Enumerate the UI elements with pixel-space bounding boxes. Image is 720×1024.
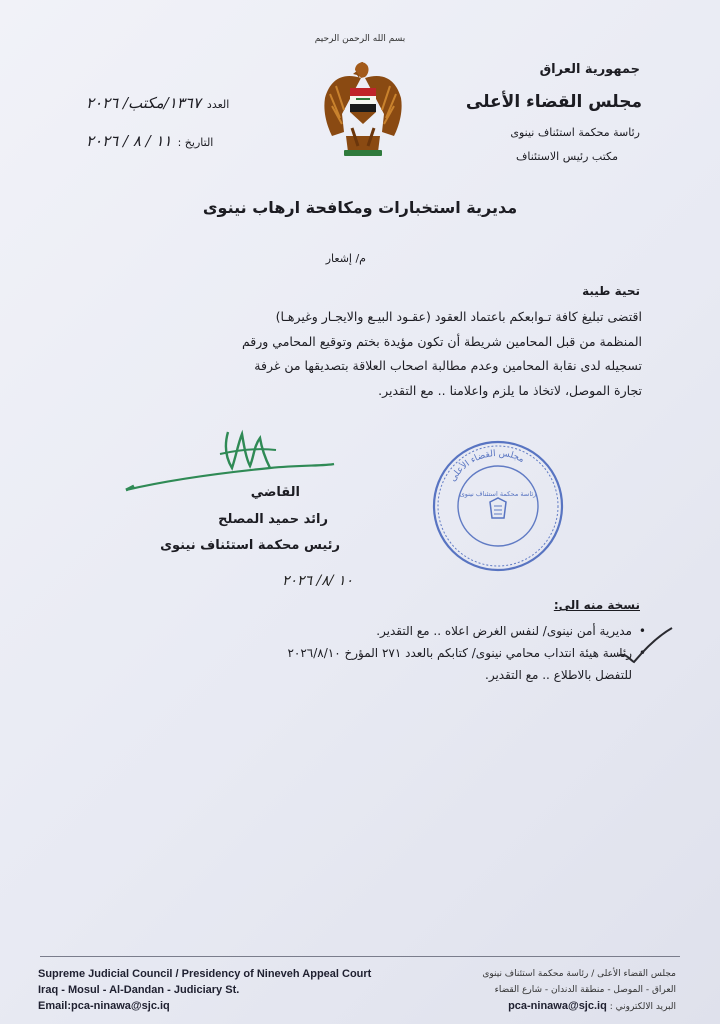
official-seal-icon (430, 438, 566, 574)
handwritten-signature (120, 428, 340, 498)
subject-line: م/ إشعار (325, 252, 366, 265)
footer-en-line: Iraq - Mosul - Al-Dandan - Judiciary St. (38, 984, 240, 996)
body-line: تسجيله لدى نقابة المحامين وعدم مطالبة اصحاب العلاقة بتصديقها من غرفة (254, 358, 642, 373)
footer-en-line: Supreme Judicial Council / Presidency of Nineveh Appeal Court (38, 968, 372, 980)
letter-body (74, 305, 642, 403)
copy-item (46, 620, 646, 642)
reference-number-row (86, 94, 229, 112)
copy-item (46, 642, 646, 664)
copy-recipient-continuation: للتفضل بالاطلاع .. مع التقدير. (485, 668, 632, 682)
footer-english (38, 966, 418, 1014)
signature-date: ١٠ /٨/ ٢٠٢٦ (282, 573, 353, 589)
copy-recipient: رئاسة هيئة انتداب محامي نينوى/ كتابكم بالعدد ٢٧١ المؤرخ ٢٠٢٦/٨/١٠ (287, 646, 632, 660)
footer-en-email[interactable]: Email:pca-ninawa@sjc.iq (38, 1000, 170, 1012)
footer-ar-email-label: البريد الالكتروني : (609, 1002, 676, 1012)
country-name: جمهورية العراق (539, 62, 640, 77)
copies-list (46, 620, 646, 686)
greeting: تحية طيبة (582, 284, 640, 298)
footer-divider (40, 956, 680, 957)
copies-label: نسخة منه الى: (553, 598, 640, 612)
office-name: مكتب رئيس الاستئناف (515, 150, 618, 163)
footer-ar-email[interactable]: pca-ninawa@sjc.iq (508, 1000, 607, 1012)
reference-number: ١٣٦٧/مكتب/ ٢٠٢٦ (86, 94, 201, 112)
recipient-department: مديرية استخبارات ومكافحة ارهاب نينوى (202, 198, 518, 217)
date-row (86, 132, 213, 150)
number-label: العدد (206, 98, 230, 111)
basmala: بسم الله الرحمن الرحيم (314, 34, 406, 44)
body-line: المنظمة من قبل المحامين شريطة أن تكون مؤيدة بختم وتوقيع المحامي ورقم (241, 333, 642, 349)
signatory-title: القاضي (250, 485, 300, 500)
signatory-name: رائد حميد المصلح (218, 512, 328, 527)
footer-ar-email-row (456, 998, 676, 1015)
bullet-icon: • (638, 646, 646, 660)
court-name: رئاسة محكمة استئناف نينوى (510, 126, 640, 139)
eagle-emblem-icon (322, 58, 404, 166)
council-name: مجلس القضاء الأعلى (465, 92, 642, 112)
letter-date: ١١ / ٨ / ٢٠٢٦ (86, 132, 172, 150)
bullet-icon: • (638, 624, 646, 638)
check-mark-icon (614, 626, 674, 666)
body-line: اقتضى تبليغ كافة تـوابعكم باعتماد العقود (عقـود البيـع والايجـار وغيرهـا) (275, 309, 642, 324)
date-label: التاريخ : (177, 136, 214, 149)
signatory-role: رئيس محكمة استئناف نينوى (160, 538, 340, 553)
footer-arabic (456, 966, 676, 1015)
footer-ar-line: مجلس القضاء الأعلى / رئاسة محكمة استئناف نينوى (482, 969, 676, 979)
body-line: تجارة الموصل، لاتخاذ ما يلزم واعلامنا .. مع التقدير. (378, 382, 642, 398)
seal-ring-text: مجلس القضاء الأعلى (448, 448, 526, 484)
footer-ar-line: العراق - الموصل - منطقة الدندان - شارع القضاء (494, 985, 676, 995)
seal-inner-text: رئاسة محكمة استئناف نينوى (459, 490, 537, 498)
copy-item-continuation (46, 664, 646, 686)
copy-recipient: مديرية أمن نينوى/ لنفس الغرض اعلاه .. مع التقدير. (376, 624, 632, 638)
